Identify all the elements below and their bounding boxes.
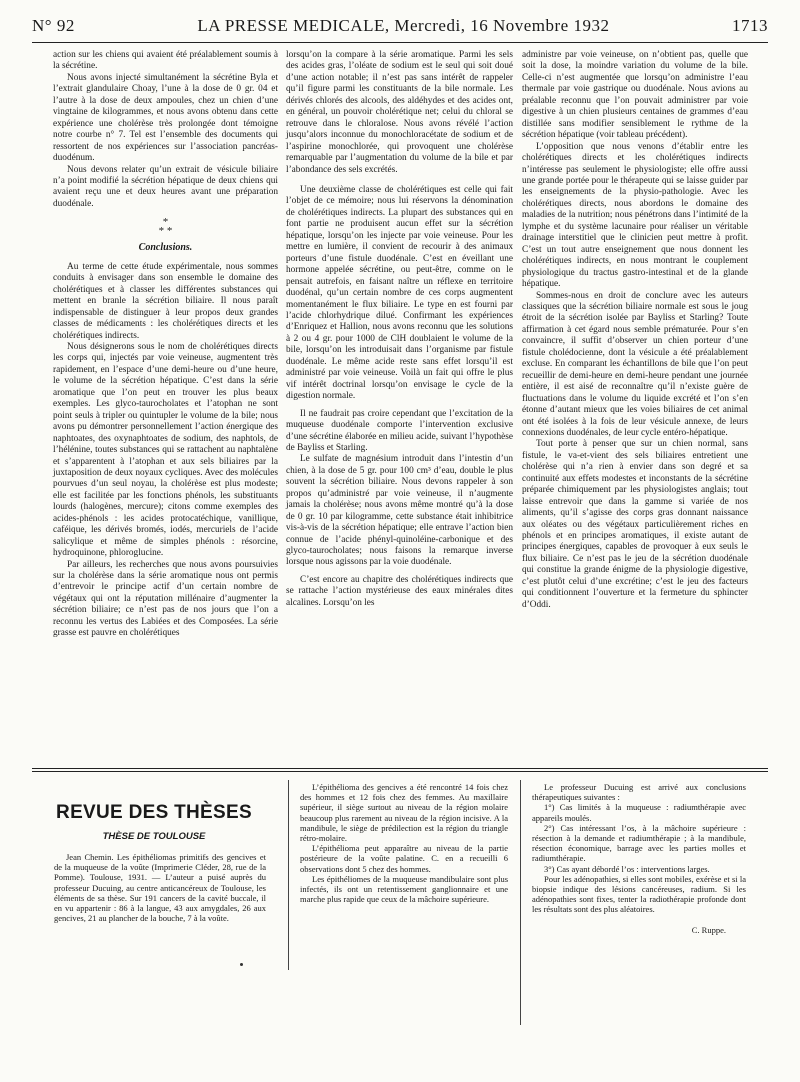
paragraph: 3°) Cas ayant débordé l’os : interventions larges. [544,863,710,874]
review-column-2 [300,782,508,904]
section-subtitle: THÈSE DE TOULOUSE [102,831,206,842]
article-column-3 [522,50,748,611]
review-column-1 [54,852,266,923]
page-number: 1713 [732,16,768,35]
paragraph: L’épithélioma peut apparaître au niveau de la partie postérieure de la voûte palatine. C. en a recueilli 6 observations dont 5 chez des hommes. [300,843,508,874]
ink-speck [240,963,243,966]
column-divider [288,780,289,970]
paragraph: Nous désignerons sous le nom de cholérétiques directs les corps qui, injectés par voie veineuse, augmentent très rapidement, en l’espace d’une demi-heure ou d’une heure, le volume de la sécrétion hépatique. C’est dans la série aromatique que l’on peut en trouver les plus beaux exemples. Les glyco-taurocholates et l’atophan ne sont point seuls à tripler ou quintupler le volume de la bile; nous avons pu démontrer personnellement l’action énergique des naphtoates, des oxynaphtoates de sodium, des naphtols, de l’hélénine, toutes substances qui se rattachent au naphtalène et s’apparentent à l’atophan et aux sels biliaires par la juxtaposition de deux noyaux cycliques. Avec des molécules pourvues d’un seul noyau, la cholérèse est plus modeste; elle est facilitée par les fonctions phénols, les substituants lourds (halogènes, mercure); citons comme exemples des acides-phénols : les acides protocatéchique, vanillique, caféique, les dérivés bromés, iodés, mercuriels de l’acide salicylique et même de simples phénols : résorcine, hydroquinone, phloroglucine. [53,341,278,559]
paragraph: 1°) Cas limités à la muqueuse : radiumthérapie avec appareils moulés. [532,802,746,823]
paragraph: Au terme de cette étude expérimentale, nous sommes conduits à envisager dans son ensemble le domaine des cholérétiques et à classer les différentes substances qui mettent en branle la sécrétion biliaire. Il nous paraît indispensable de distinguer à leur propos deux grandes classes de médicaments : les cholérétiques directs et les cholérétiques indirects. [53,261,278,341]
issue-number: N° 92 [32,16,75,35]
paragraph: Il ne faudrait pas croire cependant que l’excitation de la muqueuse duodénale comporte l’intervention exclusive d’une sécrétine élaborée en milieu acide, suivant l’hypothèse de Bayliss et Starling. [286,408,513,453]
section-rule-double [32,771,768,772]
paragraph: L’opposition que nous venons d’établir entre les cholérétiques directs et les cholérétiques indirects n’intéresse pas seulement le physiologiste; elle offre aussi une grande portée pour le thérapeute qui se laisse guider par les enseignements de la physio-pathologie. Avec les cholérétiques directs, nous abordons le domaine des maladies de la nutrition; nous pénétrons dans l’intimité de la lymphe et du système lacunaire pour réaliser un véritable drainage interstitiel que le clinicien peut mettre à profit. C’est un tout autre enseignement que nous donnent les cholérétiques indirects, en nous montrant le couplement physiologique du tractus gastro-intestinal et de la glande hépatique. [522,141,748,290]
paragraph: C’est encore au chapitre des cholérétiques indirects que se rattache l’action mystérieuse des eaux minérales dites alcalines. Lorsqu’on les [286,574,513,608]
review-column-3 [532,782,746,935]
paragraph: Les épithéliomes de la muqueuse mandibulaire sont plus infectés, ils ont un retentissement ganglionnaire et une marche plus rapide que ceux de la mâchoire supérieure. [300,873,508,905]
header-rule [32,42,768,43]
paragraph: Le professeur Ducuing est arrivé aux conclusions thérapeutiques suivantes : [532,782,746,803]
section-stars: * * * [158,216,173,238]
paragraph: Nous devons relater qu’un extrait de vésicule biliaire n’a point modifié la sécrétion hépatique de deux chiens qui avaient reçu une et deux heures avant une préparation duodénale. [53,164,278,209]
article-column-2 [286,50,513,609]
section-title: REVUE DES THÈSES [56,802,252,823]
paragraph: Jean Chemin. Les épithéliomas primitifs des gencives et de la muqueuse de la voûte (Imprimerie Cléder, 28, rue de la Pomme). Toulouse, 1931. — L’auteur a puisé auprès du professeur Ducuing, au centre anticancéreux de Toulouse, les éléments de sa thèse. Sur 191 cancers de la cavité buccale, il en vu appartenir : 86 à la langue, 43 aux amygdales, 26 aux gencives, 21 au plancher de la bouche, 7 à la voûte. [54,852,266,924]
paragraph: 2°) Cas intéressant l’os, à la mâchoire supérieure : résection à la demande et radiumthérapie ; à la mandibule, résection économique, barrage avec les parties molles et radiumthérapie. [532,822,746,864]
conclusions-heading: Conclusions. [138,242,193,254]
paragraph: Par ailleurs, les recherches que nous avons poursuivies sur la cholérèse dans la série aromatique nous ont permis d’entrevoir le principe actif d’un certain nombre de végétaux qui ont la réputation millénaire d’augmenter la sécrétion biliaire; ce n’est pas de nos jours que l’on a reconnu les vertus des Labiées et des Composées. La série grasse est pauvre en cholérétiques [53,559,278,639]
paragraph: L’épithélioma des gencives a été rencontré 14 fois chez des hommes et 12 fois chez des femmes. Au maxillaire supérieur, il siège surtout au niveau de la région molaire beaucoup plus rarement au niveau de la région incisive. A la mandibule, le siège de prédilection est la région du triangle rétro-molaire. [300,782,508,844]
paragraph: administre par voie veineuse, on n’obtient pas, quelle que soit la dose, la moindre variation du volume de la bile. Celle-ci n’est augmentée que lorsqu’on administre l’eau thermale par voie gastrique ou duodénale. Nous avions au préalable reconnu que l’on pouvait administrer par voie digestive à un chien plusieurs centaines de grammes d’eau distillée sans modifier sensiblement le rythme de la sécrétion hépatique (voir tableau précédent). [522,50,748,141]
journal-title: LA PRESSE MEDICALE, Mercredi, 16 Novembre 1932 [197,16,610,35]
paragraph: lorsqu’on la compare à la série aromatique. Parmi les sels des acides gras, l’oléate de sodium est le seul qui soit doué d’une action notable; il n’est pas sans intérêt de rappeler qu’il figure parmi les constituants de la bile normale. Les dérivés chlorés des alcools, des aldéhydes et des acides ont, en général, un pouvoir cholérétique net; celui du chloral se retrouve dans le chloralose. Nous avons révélé l’action jusqu’alors inconnue du monochloracétate de sodium et de l’aspirine monochlorée, qui provoquent une cholérèse remarquable par l’augmentation du volume de la bile et par l’abondance des sels excrétés. [286,50,513,175]
signature: C. Ruppe. [691,924,726,935]
paragraph: Tout porte à penser que sur un chien normal, sans fistule, le va-et-vient des sels biliaires entretient une cholérèse qui n’a rien à envier dans son degré et sa continuité aux effets modestes et inconstants de la sécrétine préparée chimiquement par les physiologistes anglais; tout laisse entrevoir que dans la gamme si variée de nos aliments, qu’il s’agisse des corps gras donnant naissance aux oléates ou des végétaux particulièrement riches en phénols et en principes aromatiques, il existe autant de principes énergiques, capables de provoquer à eux seuls le flux biliaire. Ce n’est pas le jeu de la sécrétion duodénale qui constitue la grande énigme de la physiologie digestive, c’est plutôt celui d’une excrétine; c’est le jeu des facteurs qui conditionnent l’ouverture et la fermeture du sphincter d’Oddi. [522,439,748,610]
page-header [32,14,768,38]
section-rule [32,768,768,769]
paragraph: Le sulfate de magnésium introduit dans l’intestin d’un chien, à la dose de 5 gr. pour 100 cm³ d’eau, double le plus souvent la sécrétion biliaire. Nous devons rappeler à son propos qu’administré par voie veineuse, il n’augmente jamais la cholérèse; nous avons même montré qu’à la dose de 0 gr. 10 par kilogramme, cette substance était inhibitrice vis-à-vis de la sécrétion hépatique; elle entrave l’action bien connue de l’acide phényl-quinoléine-carbonique et des glyco-taurocholates; nous faisons la remarque inverse lorsque nous agissons par la voie duodénale. [286,454,513,568]
paragraph: Pour les adénopathies, si elles sont mobiles, exérèse et si la biopsie indique des lésions cancéreuses, radium. Si les adénopathies sont fixes, tenter la radiothérapie profonde dont les résultats sont des plus aléatoires. [532,873,746,915]
paragraph: action sur les chiens qui avaient été préalablement soumis à la sécrétine. [53,50,278,72]
paragraph: Sommes-nous en droit de conclure avec les auteurs classiques que la sécrétion biliaire normale est sous le joug étroit de la sécrétion isolée par Bayliss et Starling? Toute affirmation à cet égard nous semble prématurée. Pour s’en convaincre, il suffit d’observer un chien porteur d’une fistule cholédocienne, dont la vésicule a été préalablement excluse. En comparant les échantillons de bile que l’on peut recueillir de demi-heure en demi-heure pendant une journée entière, il est aisé de reconnaître qu’il n’existe guère de fluctuations dans le volume du liquide excrété et l’on s’en étonne d’autant mieux que les voies biliaires de cet animal ont été isolées à la fois de leur vésicule annexe, de leurs connexions duodénales, de leur cycle entéro-hépatique. [522,290,748,438]
paragraph: Une deuxième classe de cholérétiques est celle qui fait l’objet de ce mémoire; nous lui réservons la dénomination de cholérétiques indirects. La plupart des substances qui en font partie ne produisent aucun effet sur la sécrétion hépatique, lorsqu’on les injecte par voie veineuse. Pour les mettre en lumière, il convient de recourir à des animaux porteurs d’une fistule duodénale. C’est en éveillant une hormone appelée sécrétine, ou peut-être, comme on le pensait autrefois, en faisant naître un réflexe en territoire duodénal, qu’un certain nombre de ces corps augmentent momentanément le flux biliaire. Le type en est fourni par l’acide chlorhydrique dilué. Confirmant les expériences d’Enriquez et Hallion, nous avons reconnu que les solutions à 2 ou 4 gr. pour 1000 de ClH doublaient le volume de la bile, lorsqu’on les introduisait dans l’organisme par fistule duodénale. Le même acide reste sans effet lorsqu’il est administré par voie veineuse. Voilà un fait qui offre le plus vif intérêt doctrinal lorsqu’on envisage le cycle de la digestion normale. [286,184,513,402]
column-divider [520,780,521,1025]
article-column-1 [53,50,278,640]
paragraph: Nous avons injecté simultanément la sécrétine Byla et l’extrait glandulaire Choay, l’une à la dose de 0 gr. 04 et l’autre à la dose de deux ampoules, chez un chien d’une vingtaine de kilogrammes, et nous avons obtenu dans cette expérience une cholérèse très prolongée dont témoigne notre courbe n° 7. Tel est l’ensemble des documents qui ressortent de nos expériences sur l’association pancréas-duodénum. [53,72,278,164]
